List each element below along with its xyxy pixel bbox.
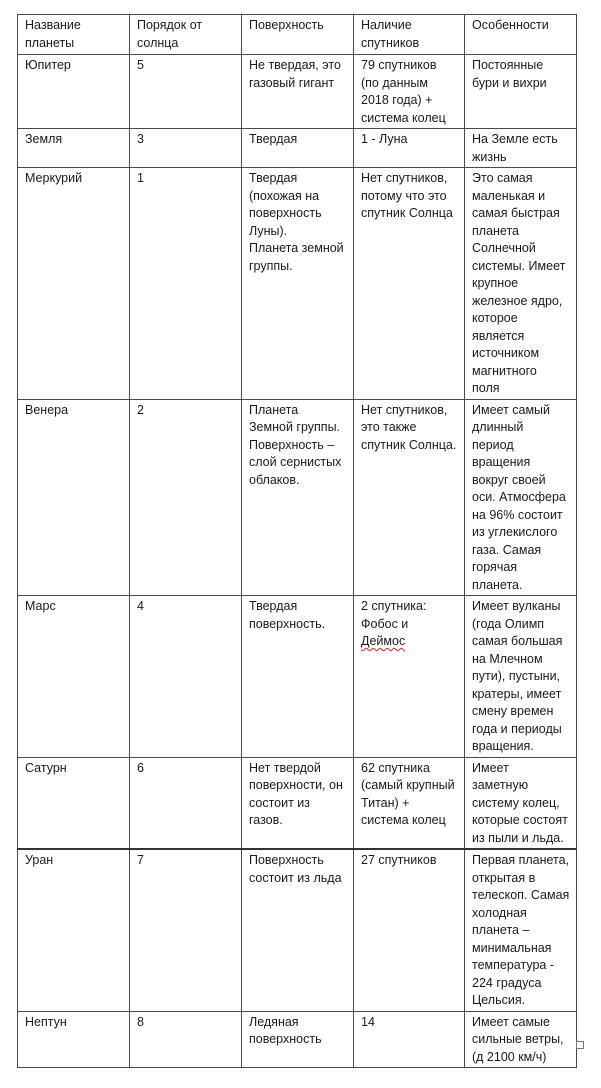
table-row [18,55,577,129]
cell-features[interactable]: Это самая маленькая и самая быстрая планета Солнечной системы. Имеет крупное железное ядро, которое является источником магнитного поля [465,168,577,400]
cell-satellites[interactable]: 14 [354,1011,465,1068]
cell-planet-name[interactable]: Венера [18,399,130,596]
table-row [18,1011,577,1068]
cell-features[interactable]: Имеет самые сильные ветры, (д 2100 км/ч) [465,1011,577,1068]
table-row [18,849,577,1011]
cell-order[interactable]: 3 [130,129,242,168]
header-cell-surface[interactable]: Поверхность [242,15,354,55]
cell-features[interactable]: Имеет заметную систему колец, которые состоят из пыли и льда. [465,757,577,849]
planets-table [17,14,577,1068]
cell-planet-name[interactable]: Марс [18,596,130,758]
cell-satellites[interactable]: 79 спутников (по данным 2018 года) + система колец [354,55,465,129]
table-row [18,129,577,168]
table-row [18,399,577,596]
cell-satellites[interactable]: 27 спутников [354,849,465,1011]
cell-surface[interactable]: Нет твердой поверхности, он состоит из газов. [242,757,354,849]
cell-surface[interactable]: Ледяная поверхность [242,1011,354,1068]
cell-features[interactable]: Имеет самый длинный период вращения вокруг своей оси. Атмосфера на 96% состоит из углекислого газа. Самая горячая планета. [465,399,577,596]
table-header-row [18,15,577,55]
cell-satellites[interactable]: Нет спутников, это также спутник Солнца. [354,399,465,596]
cell-satellites[interactable]: Нет спутников, потому что это спутник Солнца [354,168,465,400]
cell-surface[interactable]: Твердая поверхность. [242,596,354,758]
cell-surface[interactable]: Твердая (похожая на поверхность Луны). Планета земной группы. [242,168,354,400]
cell-satellites[interactable] [354,596,465,758]
cell-satellites[interactable]: 62 спутника (самый крупный Титан) + система колец [354,757,465,849]
table-row [18,168,577,400]
cell-planet-name[interactable]: Земля [18,129,130,168]
cell-planet-name[interactable]: Нептун [18,1011,130,1068]
cell-features[interactable]: Имеет вулканы (года Олимп самая большая на Млечном пути), пустыни, кратеры, имеет смену времен года и периоды вращения. [465,596,577,758]
header-cell-order[interactable]: Порядок от солнца [130,15,242,55]
cell-surface[interactable]: Планета Земной группы. Поверхность – слой сернистых облаков. [242,399,354,596]
spellcheck-flagged-word[interactable]: Деймос [361,634,406,648]
cell-order[interactable]: 6 [130,757,242,849]
cell-features[interactable]: Первая планета, открытая в телескоп. Самая холодная планета – минимальная температура - 224 градуса Цельсия. [465,849,577,1011]
cell-order[interactable]: 8 [130,1011,242,1068]
cell-planet-name[interactable]: Юпитер [18,55,130,129]
satellites-line: Фобос и [361,616,409,631]
cell-order[interactable]: 7 [130,849,242,1011]
cell-surface[interactable]: Не твердая, это газовый гигант [242,55,354,129]
cell-planet-name[interactable]: Сатурн [18,757,130,849]
cell-order[interactable]: 4 [130,596,242,758]
header-cell-features[interactable]: Особенности [465,15,577,55]
cell-planet-name[interactable]: Меркурий [18,168,130,400]
cell-surface[interactable]: Поверхность состоит из льда [242,849,354,1011]
header-cell-name[interactable]: Название планеты [18,15,130,55]
cell-order[interactable]: 1 [130,168,242,400]
satellites-line: 2 спутника: [361,599,427,613]
table-resize-handle[interactable] [576,1041,584,1049]
cell-order[interactable]: 2 [130,399,242,596]
header-cell-satellites[interactable]: Наличие спутников [354,15,465,55]
cell-order[interactable]: 5 [130,55,242,129]
table-row [18,596,577,758]
cell-planet-name[interactable]: Уран [18,849,130,1011]
cell-satellites[interactable]: 1 - Луна [354,129,465,168]
table-row [18,757,577,849]
cell-surface[interactable]: Твердая [242,129,354,168]
cell-features[interactable]: Постоянные бури и вихри [465,55,577,129]
planets-table-container [17,14,576,1068]
cell-features[interactable]: На Земле есть жизнь [465,129,577,168]
